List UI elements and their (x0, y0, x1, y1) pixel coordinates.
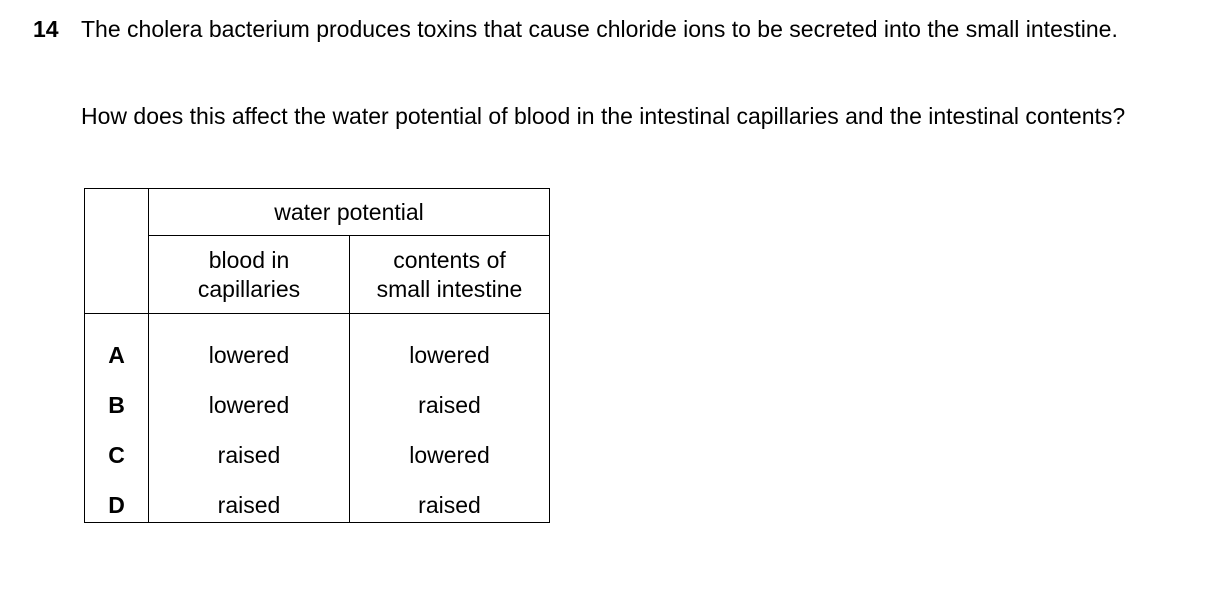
table-row (85, 422, 550, 472)
blood-value: lowered (149, 314, 350, 373)
contents-column-header (350, 236, 550, 314)
blood-value: lowered (149, 372, 350, 422)
blood-header-line1: blood in (208, 246, 290, 273)
option-letter: B (85, 372, 149, 422)
question-number: 14 (33, 16, 59, 42)
answer-table (84, 188, 550, 523)
table-row (85, 472, 550, 523)
blood-value: raised (149, 422, 350, 472)
table-row (85, 372, 550, 422)
contents-value: lowered (350, 314, 550, 373)
water-potential-header: water potential (149, 189, 550, 236)
blood-column-header (149, 236, 350, 314)
table-row (85, 314, 550, 373)
contents-header-line1: contents of (393, 246, 506, 273)
question-prompt: How does this affect the water potential of blood in the intestinal capillaries and the intestinal contents? (81, 103, 1126, 129)
blood-value: raised (149, 472, 350, 523)
option-letter: A (85, 314, 149, 373)
contents-value: raised (350, 372, 550, 422)
question-stem: The cholera bacterium produces toxins that cause chloride ions to be secreted into the small intestine. (81, 16, 1118, 42)
option-letter: C (85, 422, 149, 472)
header-blank-cell (85, 189, 149, 314)
blood-header-line2: capillaries (197, 275, 301, 302)
contents-value: lowered (350, 422, 550, 472)
contents-header-line2: small intestine (376, 275, 523, 302)
contents-value: raised (350, 472, 550, 523)
option-letter: D (85, 472, 149, 523)
